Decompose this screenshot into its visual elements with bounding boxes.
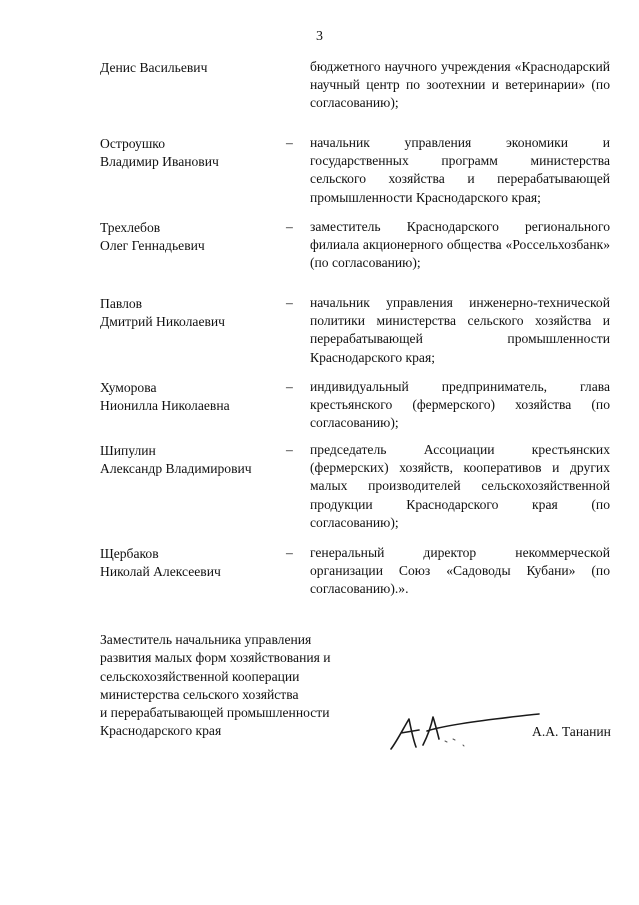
list-item bbox=[100, 378, 620, 441]
dash-separator: – bbox=[286, 442, 293, 457]
member-position: начальник управления инженерно-технической политики министерства сельского хозяйства и перерабатывающей промышленности Краснодарского края; bbox=[310, 295, 610, 365]
member-name: Павлов Дмитрий Николаевич bbox=[100, 296, 226, 330]
member-name: Остроушко Владимир Иванович bbox=[100, 136, 219, 170]
dash-separator: – bbox=[286, 379, 293, 394]
member-position: бюджетного научного учреждения «Краснодарский научный центр по зоотехнии и ветеринарии» (по согласованию); bbox=[310, 59, 610, 111]
member-position: заместитель Краснодарского регионального филиала акционерного общества «Россельхозбанк» (по согласованию); bbox=[310, 219, 610, 271]
dash-separator: – bbox=[286, 219, 293, 234]
list-item bbox=[100, 441, 620, 544]
member-position: генеральный директор некоммерческой организации Союз «Садоводы Кубани» (по согласованию).». bbox=[310, 545, 610, 597]
member-position: начальник управления экономики и государственных программ министерства сельского хозяйства и перерабатывающей промышленности Краснодарского края; bbox=[310, 135, 610, 205]
member-name: Хуморова Нионилла Николаевна bbox=[100, 380, 230, 414]
list-item bbox=[100, 218, 620, 294]
list-item bbox=[100, 294, 620, 378]
member-name: Денис Васильевич bbox=[100, 60, 208, 75]
dash-separator: – bbox=[286, 135, 293, 150]
page-number: 3 bbox=[316, 29, 323, 44]
member-name: Щербаков Николай Алексеевич bbox=[100, 546, 221, 580]
list-item bbox=[100, 544, 620, 604]
handwritten-signature bbox=[383, 701, 543, 761]
dash-separator: – bbox=[286, 545, 293, 560]
member-position: председатель Ассоциации крестьянских (фермерских) хозяйств, кооперативов и других малых производителей сельскохозяйственной продукции Краснодарского края (по согласованию); bbox=[310, 442, 610, 530]
list-item bbox=[100, 134, 620, 218]
member-name: Шипулин Александр Владимирович bbox=[100, 443, 252, 477]
member-position: индивидуальный предприниматель, глава крестьянского (фермерского) хозяйства (по согласованию); bbox=[310, 379, 610, 431]
dash-separator: – bbox=[286, 295, 293, 310]
signer-title: Заместитель начальника управления развития малых форм хозяйствования и сельскохозяйственной кооперации министерства сельского хозяйства и перерабатывающей промышленности Краснодарского края bbox=[100, 632, 331, 739]
list-item bbox=[100, 58, 620, 134]
member-name: Трехлебов Олег Геннадьевич bbox=[100, 220, 205, 254]
signer-name: А.А. Тананин bbox=[532, 724, 611, 739]
member-list bbox=[100, 58, 620, 604]
signature-block bbox=[100, 631, 620, 741]
